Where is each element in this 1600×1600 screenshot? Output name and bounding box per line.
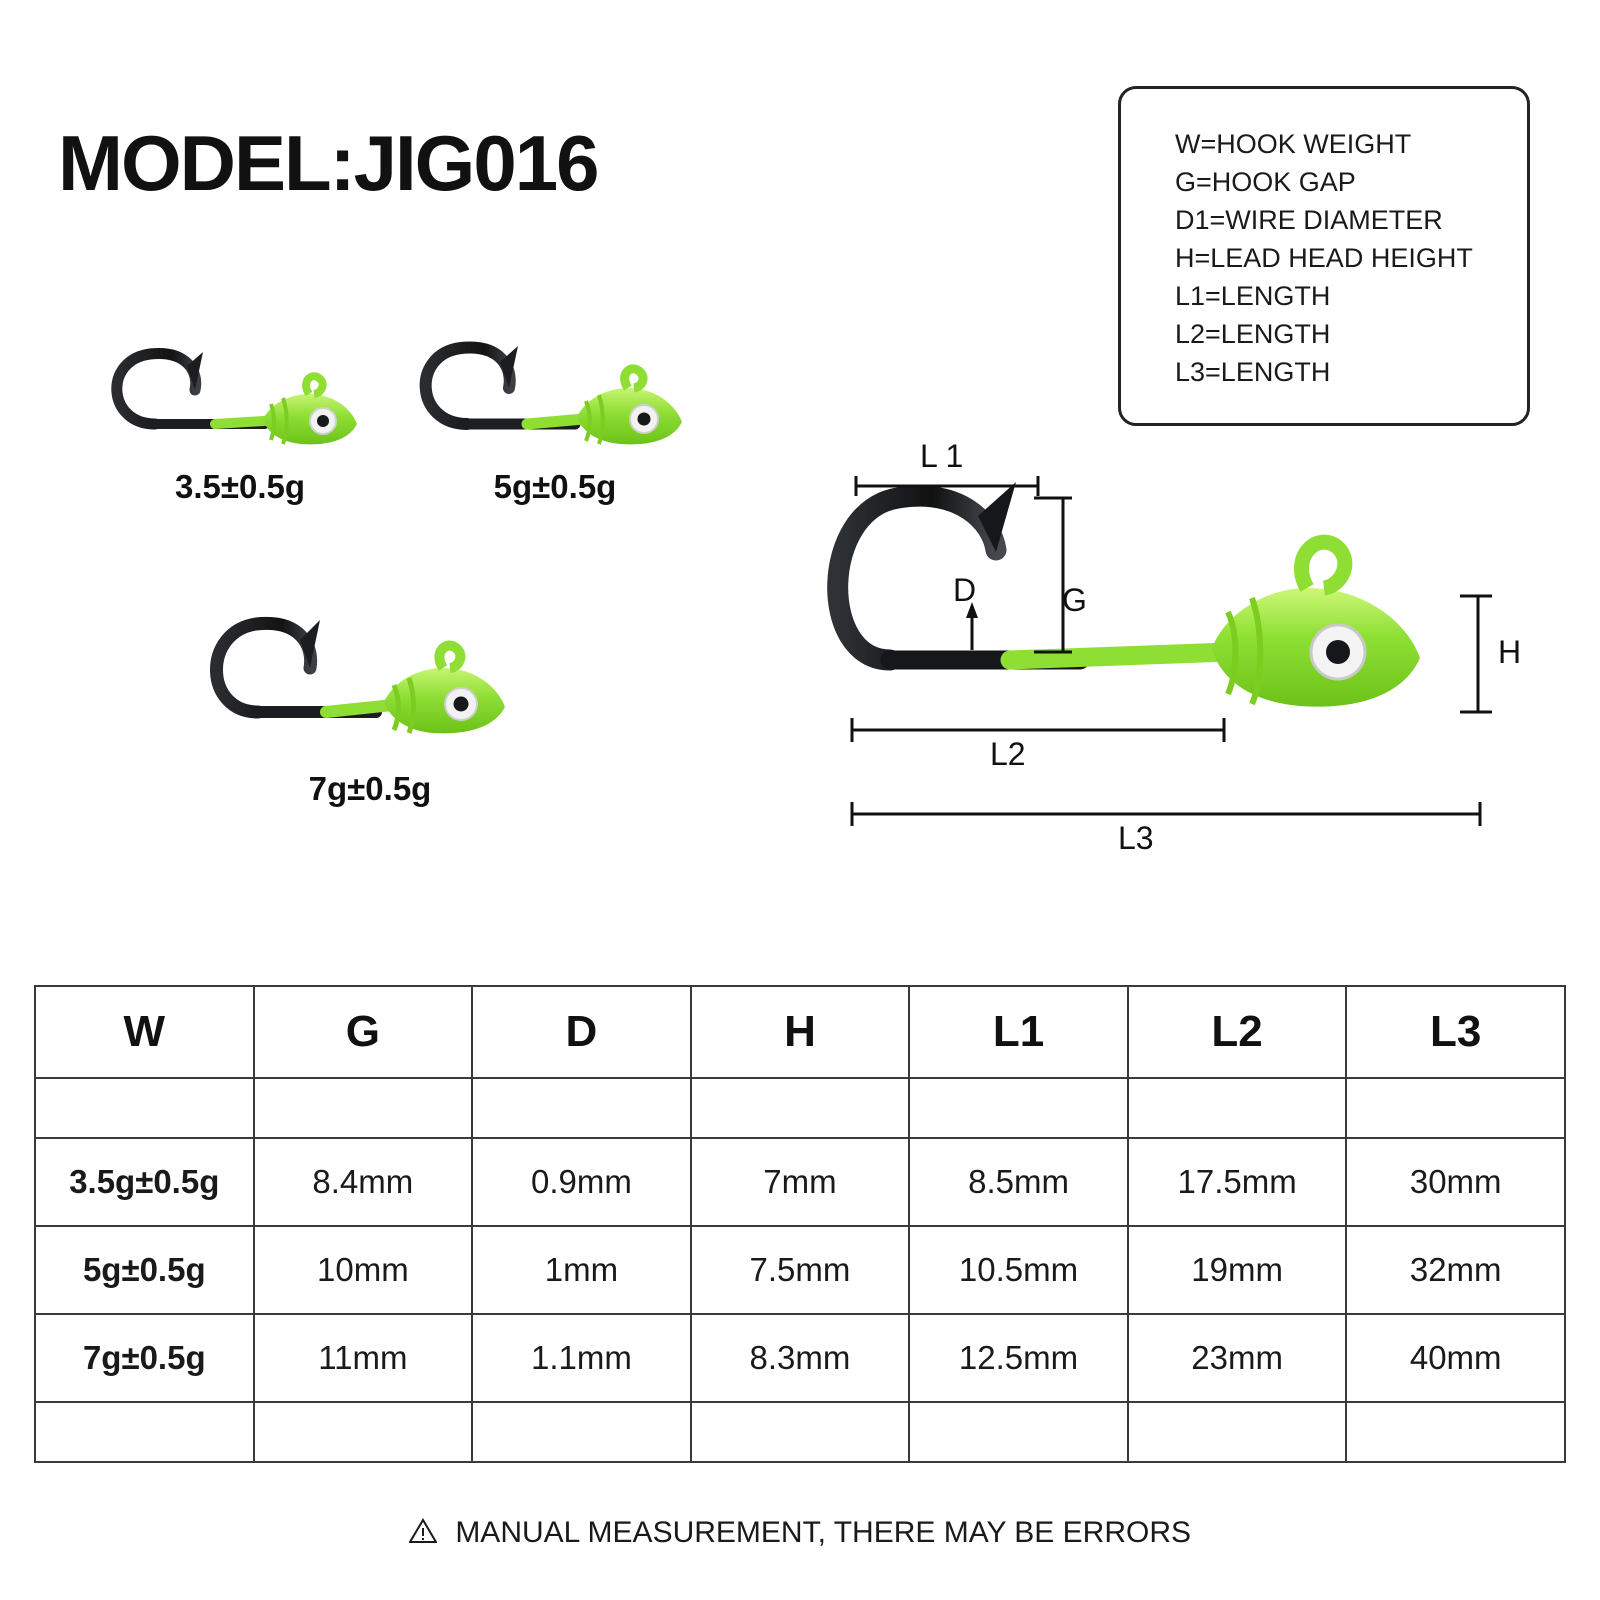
- cell-h: 7mm: [691, 1138, 910, 1226]
- page-title: MODEL:JIG016: [58, 119, 598, 207]
- cell-l1: 12.5mm: [909, 1314, 1128, 1402]
- dim-label-d: D: [953, 572, 977, 608]
- cell-d: 1.1mm: [472, 1314, 691, 1402]
- jig-head-illustration: [95, 320, 385, 470]
- spacer-cell: [35, 1078, 254, 1138]
- warning-triangle-icon: [409, 1518, 437, 1552]
- lure-label-7g: 7g±0.5g: [308, 770, 432, 807]
- spacer-cell: [472, 1078, 691, 1138]
- col-header-d: D: [472, 986, 691, 1078]
- col-header-l2: L2: [1128, 986, 1347, 1078]
- spacer-cell: [1128, 1078, 1347, 1138]
- cell-l2: 17.5mm: [1128, 1138, 1347, 1226]
- spacer-cell: [1346, 1078, 1565, 1138]
- legend-item-w: W=HOOK WEIGHT: [1175, 129, 1412, 159]
- cell-d: 1mm: [472, 1226, 691, 1314]
- cell-l3: 32mm: [1346, 1226, 1565, 1314]
- col-header-l3: L3: [1346, 986, 1565, 1078]
- table-row: [35, 1314, 1565, 1402]
- cell-w: 3.5g±0.5g: [35, 1138, 254, 1226]
- cell-l3: 30mm: [1346, 1138, 1565, 1226]
- cell-w: 5g±0.5g: [35, 1226, 254, 1314]
- cell-l3: 40mm: [1346, 1314, 1565, 1402]
- spacer-cell: [909, 1078, 1128, 1138]
- spacer-cell: [35, 1402, 254, 1462]
- dim-label-g: G: [1062, 582, 1087, 618]
- cell-d: 0.9mm: [472, 1138, 691, 1226]
- spacer-cell: [1346, 1402, 1565, 1462]
- table-row: [35, 1226, 1565, 1314]
- cell-g: 8.4mm: [254, 1138, 473, 1226]
- jig-head-illustration: [200, 590, 540, 770]
- cell-w: 7g±0.5g: [35, 1314, 254, 1402]
- legend-box: [1118, 86, 1530, 426]
- spacer-cell: [254, 1078, 473, 1138]
- cell-g: 10mm: [254, 1226, 473, 1314]
- table-header-row: [35, 986, 1565, 1078]
- spacer-cell: [1128, 1402, 1347, 1462]
- lure-label-3-5g: 3.5±0.5g: [174, 468, 306, 505]
- spacer-cell: [691, 1402, 910, 1462]
- legend-item-g: G=HOOK GAP: [1175, 167, 1356, 197]
- jig-head-illustration: [405, 316, 705, 471]
- spacer-cell: [691, 1078, 910, 1138]
- legend-item-h: H=LEAD HEAD HEIGHT: [1175, 243, 1473, 273]
- col-header-w: W: [35, 986, 254, 1078]
- footnote: [0, 1516, 1600, 1552]
- table-spacer-row: [35, 1078, 1565, 1138]
- spacer-cell: [254, 1402, 473, 1462]
- dim-label-l3: L3: [1118, 820, 1154, 856]
- dimension-diagram-svg: [820, 430, 1540, 880]
- cell-g: 11mm: [254, 1314, 473, 1402]
- legend-item-l1: L1=LENGTH: [1175, 281, 1331, 311]
- dim-label-l2: L2: [990, 736, 1026, 772]
- lure-label-5g: 5g±0.5g: [493, 468, 617, 505]
- lure-sample-3-5g: [95, 320, 385, 505]
- dim-label-h: H: [1498, 634, 1522, 670]
- footnote-text: MANUAL MEASUREMENT, THERE MAY BE ERRORS: [455, 1516, 1192, 1549]
- dim-label-l1: L 1: [920, 438, 964, 474]
- legend-item-d1: D1=WIRE DIAMETER: [1175, 205, 1443, 235]
- spacer-cell: [909, 1402, 1128, 1462]
- cell-l2: 23mm: [1128, 1314, 1347, 1402]
- table-row: [35, 1138, 1565, 1226]
- cell-l2: 19mm: [1128, 1226, 1347, 1314]
- legend-item-l2: L2=LENGTH: [1175, 319, 1331, 349]
- cell-l1: 10.5mm: [909, 1226, 1128, 1314]
- col-header-g: G: [254, 986, 473, 1078]
- spec-table: [34, 985, 1566, 1463]
- table-spacer-row: [35, 1402, 1565, 1462]
- col-header-h: H: [691, 986, 910, 1078]
- legend-item-l3: L3=LENGTH: [1175, 357, 1331, 387]
- col-header-l1: L1: [909, 986, 1128, 1078]
- cell-h: 8.3mm: [691, 1314, 910, 1402]
- lure-sample-5g: [405, 316, 705, 505]
- cell-h: 7.5mm: [691, 1226, 910, 1314]
- dimension-diagram: [820, 430, 1540, 880]
- lure-sample-7g: [200, 590, 540, 807]
- cell-l1: 8.5mm: [909, 1138, 1128, 1226]
- spacer-cell: [472, 1402, 691, 1462]
